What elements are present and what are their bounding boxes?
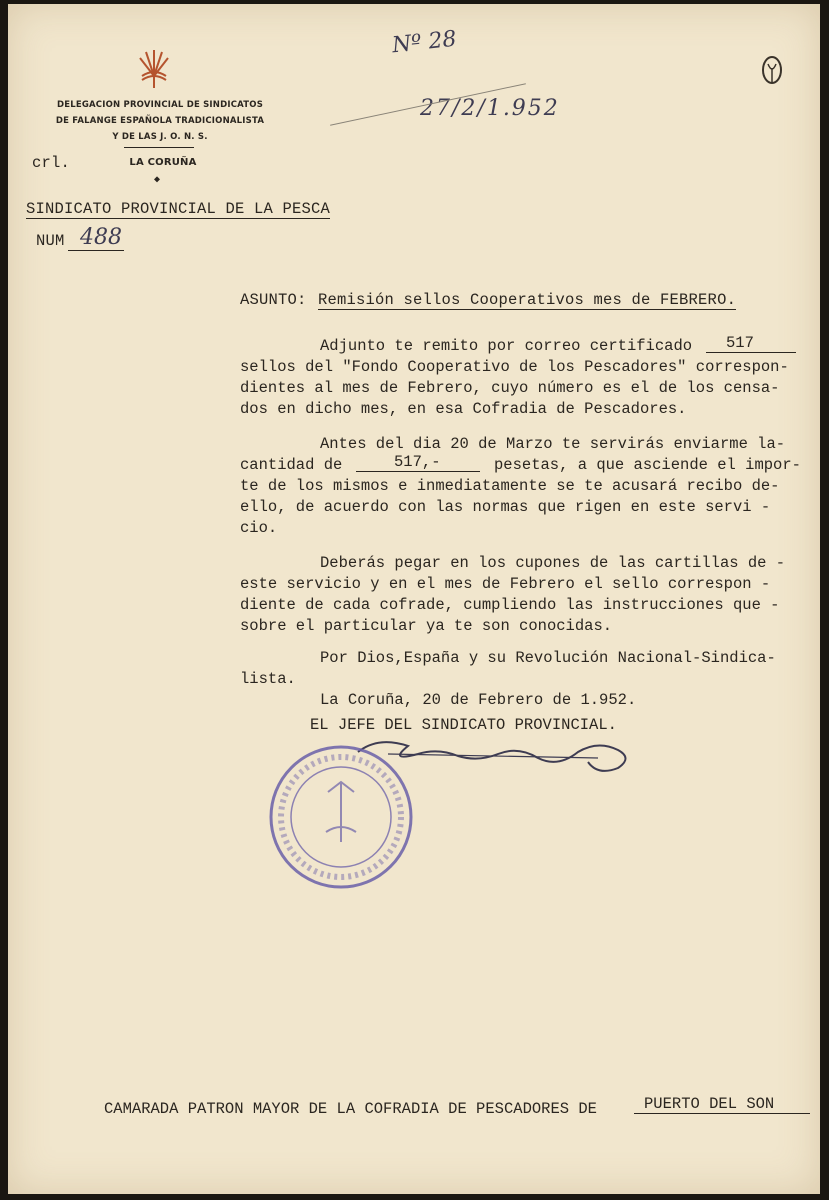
p1-line1: Adjunto te remito por correo certificado — [320, 337, 693, 355]
p2-line3: te de los mismos e inmediatamente se te acusará recibo de- — [240, 477, 780, 495]
sindicato-title: SINDICATO PROVINCIAL DE LA PESCA — [26, 200, 331, 218]
num-label: NUM — [36, 232, 65, 250]
letterhead-city: LA CORUÑA — [129, 157, 197, 168]
p3-line3: diente de cada cofrade, cumpliendo las instrucciones que - — [240, 596, 780, 614]
handwritten-number: Nº 28 — [390, 26, 458, 59]
document-page — [8, 4, 820, 1194]
p2-line4: ello, de acuerdo con las normas que rigen en este servi - — [240, 498, 771, 516]
p1-line3: dientes al mes de Febrero, cuyo número es el de los censa- — [240, 379, 780, 397]
handwritten-date: 27/2/1.952 — [420, 96, 560, 121]
reference-initials: crl. — [32, 154, 71, 172]
p1-line4: dos en dicho mes, en esa Cofradia de Pescadores. — [240, 400, 687, 418]
official-stamp — [266, 742, 416, 892]
letterhead-line1: DELEGACION PROVINCIAL DE SINDICATOS — [56, 100, 264, 110]
p2-line1: Antes del dia 20 de Marzo te servirás enviarme la- — [320, 435, 786, 453]
amount-pesetas: 517,- — [356, 453, 480, 472]
p3-line4: sobre el particular ya te son conocidas. — [240, 617, 613, 635]
num-value: 488 — [68, 225, 124, 251]
diamond-icon: ◆ — [154, 175, 161, 186]
p2-line2c: pesetas, a que asciende el impor- — [494, 456, 801, 474]
addressee-place: PUERTO DEL SON — [634, 1095, 810, 1114]
closing-line1: Por Dios,España y su Revolución Nacional-Sindica- — [320, 649, 776, 667]
letterhead-line3: Y DE LAS J. O. N. S. — [112, 132, 208, 142]
seal-mark-icon — [760, 54, 784, 88]
p3-line1: Deberás pegar en los cupones de las cartillas de - — [320, 554, 786, 572]
letterhead-line2: DE FALANGE ESPAÑOLA TRADICIONALISTA — [55, 116, 265, 126]
asunto-text: Remisión sellos Cooperativos mes de FEBRERO. — [318, 291, 737, 309]
asunto-label: ASUNTO: — [240, 291, 307, 309]
p2-line2a: cantidad de — [240, 456, 343, 474]
closing-date: La Coruña, 20 de Febrero de 1.952. — [320, 691, 637, 709]
letterhead-divider — [124, 147, 194, 148]
p3-line2: este servicio y en el mes de Febrero el sello correspon - — [240, 575, 771, 593]
p1-line2: sellos del "Fondo Cooperativo de los Pescadores" correspon- — [240, 358, 789, 376]
addressee-text: CAMARADA PATRON MAYOR DE LA COFRADIA DE PESCADORES DE — [104, 1100, 597, 1118]
p2-line5: cio. — [240, 519, 278, 537]
yoke-arrows-emblem-icon — [136, 46, 172, 92]
stamps-count: 517 — [706, 334, 796, 353]
closing-line2: lista. — [240, 670, 296, 688]
signatory-title: EL JEFE DEL SINDICATO PROVINCIAL. — [310, 716, 617, 734]
